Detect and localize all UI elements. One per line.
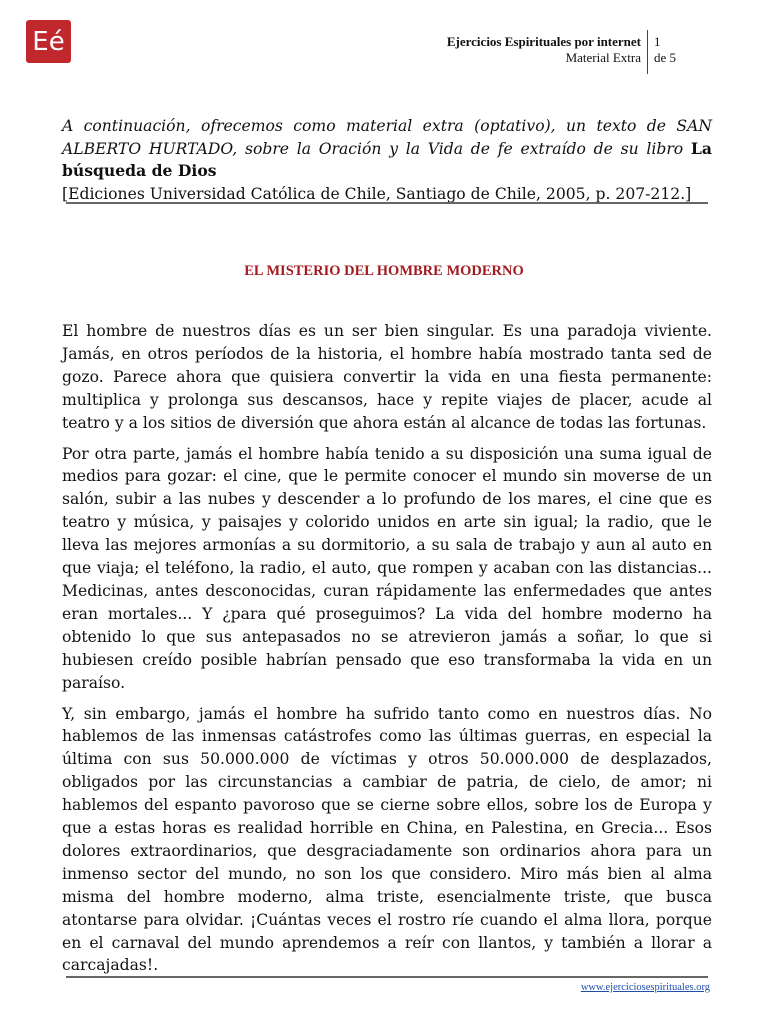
page-header xyxy=(0,34,768,74)
paragraph: Y, sin embargo, jamás el hombre ha sufrido tanto como en nuestros días. No hablemos de las inmensas catástrofes como las últimas guerras, en especial la última con sus 50.000.000 de víctimas y otros 50.000.000 de desplazados, obligados por las circunstancias a cambiar de patria, de cielo, de amor; ni hablemos del espanto pavoroso que se cierne sobre ellos, sobre los de Europa y que a estas horas es realidad horrible en China, en Palestina, en Grecia... Esos dolores extraordinarios, que desgraciadamente son ordinarios ahora para un inmenso sector del mundo, no son los que considero. Miro más bien al alma misma del hombre moderno, alma triste, esencialmente triste, que busca atontarse para olvidar. ¡Cuántas veces el rostro ríe cuando el alma llora, porque en el carnaval del mundo aprendemos a reír con llantos, y también a llorar a carcajadas!. xyxy=(62,704,712,975)
brand-logo-text: Eé xyxy=(32,26,65,57)
intro-note xyxy=(62,115,712,205)
header-title-block xyxy=(447,34,641,66)
top-divider xyxy=(66,202,708,204)
page-indicator xyxy=(654,34,676,66)
article-body xyxy=(62,320,712,985)
paragraph: El hombre de nuestros días es un ser bien singular. Es una paradoja viviente. Jamás, en otros períodos de la historia, el hombre había mostrado tanta sed de gozo. Parece ahora que quisiera convertir la vida en una fiesta permanente: multiplica y prolonga sus descansos, hace y repite viajes de placer, acude al teatro y a los sitios de diversión que ahora están al alcance de todas las fortunas. xyxy=(62,322,712,432)
bottom-divider xyxy=(66,976,708,978)
article-title: EL MISTERIO DEL HOMBRE MODERNO xyxy=(244,263,524,279)
book-citation: [Ediciones Universidad Católica de Chile, Santiago de Chile, 2005, p. 207-212.] xyxy=(62,184,692,203)
book-title: La búsqueda de Dios xyxy=(62,138,712,180)
page-number: 1 xyxy=(654,34,661,49)
website-link[interactable]: www.ejerciciosespirituales.org xyxy=(580,982,710,993)
header-subtitle: Material Extra xyxy=(565,50,641,65)
header-divider xyxy=(647,30,648,74)
intro-italic-text: A continuación, ofrecemos como material extra (optativo), un texto de SAN ALBERTO HURTADO, sobre la Oración y la Vida de fe extraído de su libro xyxy=(62,117,712,158)
header-title: Ejercicios Espirituales por internet xyxy=(446,34,641,49)
page-total: de 5 xyxy=(654,50,677,65)
paragraph: Por otra parte, jamás el hombre había tenido a su disposición una suma igual de medios para gozar: el cine, que le permite conocer el mundo sin moverse de un salón, subir a las nubes y descender a lo profundo de los mares, el cine que es teatro y música, y paisajes y colorido unidos en arte sin igual; la radio, que le lleva las mejores armonías a su dormitorio, a su sala de trabajo y aun al auto en que viaja; el teléfono, la radio, el auto, que rompen y acaban con las distancias... Medicinas, antes desconocidas, curan rápidamente las enfermedades que antes eran mortales... Y ¿para qué proseguimos? La vida del hombre moderno ha obtenido lo que sus antepasados no se atrevieron jamás a soñar, lo que si hubiesen creído posible habrían pensado que eso transformaba la vida en un paraíso. xyxy=(62,444,712,692)
